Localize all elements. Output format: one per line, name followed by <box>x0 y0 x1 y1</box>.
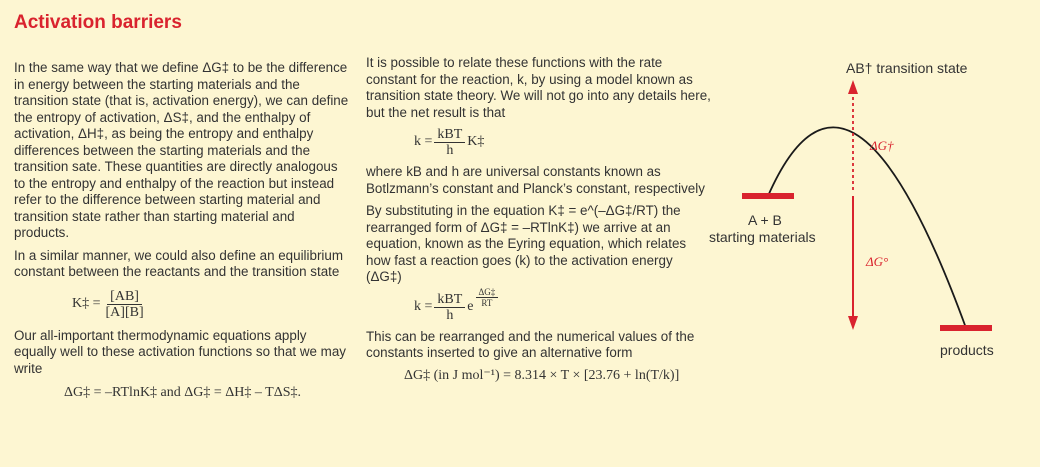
paragraph: In the same way that we define ΔG‡ to be the difference in energy between the starting materials and the transition state (that is, activation energy), we can define the entropy of activation, ΔS‡, and the enthalpy of activation, ΔH‡, as being the entropy and enthalpy differences between the starting materials and the transition sate. These quantities are directly analogous to the entropy and enthalpy of the reaction but instead refer to the difference between starting material and transition state rather than starting material and products. <box>14 60 349 240</box>
fraction-denominator: h <box>446 143 454 158</box>
text-column-2 <box>366 55 711 384</box>
reaction-arrowhead <box>848 316 858 330</box>
fraction-denominator: h <box>446 307 454 323</box>
fraction <box>103 289 147 320</box>
paragraph: Our all-important thermodynamic equations apply equally well to these activation functions so that we may write <box>14 327 346 376</box>
paragraph: By substituting in the equation K‡ = e^(–ΔG‡/RT) the rearranged form of ΔG‡ = –RTlnK‡) we arrive at an equation, known as the Eyring equation, which relates how fast a reaction goes (k) to the activation energy (ΔG‡) <box>366 203 687 284</box>
equation-lhs: K‡ = <box>72 295 101 311</box>
reaction-curve <box>768 127 966 328</box>
reactants-label: A + B <box>748 212 782 228</box>
exponent-fraction <box>476 287 499 308</box>
equation-lhs: k = <box>414 298 433 314</box>
fraction <box>434 127 465 158</box>
equation-rate-constant <box>414 127 711 158</box>
exponent-denominator: RT <box>481 297 493 308</box>
equation-gibbs: ΔG‡ = –RTlnK‡ and ΔG‡ = ΔH‡ – TΔS‡. <box>64 385 301 400</box>
equation-lhs: k = <box>414 134 433 150</box>
exponent-numerator: ΔG‡ <box>476 287 499 298</box>
exponential-e: e <box>467 298 474 314</box>
paragraph: where kB and h are universal constants known as Botlzmann’s constant and Planck’s constant, respectively <box>366 164 705 196</box>
equation-alternative-form: ΔG‡ (in J mol⁻¹) = 8.314 × T × [23.76 + ln(T/k)] <box>404 367 680 383</box>
equation-equilibrium-constant <box>72 289 349 320</box>
text-column-1 <box>14 60 349 402</box>
fraction-numerator: [AB] <box>107 289 142 305</box>
transition-state-label: AB† transition state <box>846 60 968 76</box>
activation-energy-label: ΔG† <box>870 138 894 153</box>
reaction-energy-label: ΔG° <box>866 254 889 269</box>
starting-materials-label: starting materials <box>709 229 816 245</box>
equation-tail: K‡ <box>467 134 485 150</box>
paragraph: In a similar manner, we could also define an equilibrium constant between the reactants and the transition state <box>14 247 343 279</box>
section-title: Activation barriers <box>14 12 182 33</box>
fraction <box>434 292 465 323</box>
fraction-numerator: kBT <box>434 292 465 308</box>
starting-materials-level <box>742 193 794 199</box>
activation-arrowhead <box>848 80 858 94</box>
paragraph: It is possible to relate these functions with the rate constant for the reaction, k, by using a model known as transition state theory. We will not go into any details here, but the net result is that <box>366 55 711 120</box>
fraction-denominator: [A][B] <box>105 304 144 320</box>
energy-diagram <box>700 50 1035 460</box>
fraction-numerator: kBT <box>434 127 465 143</box>
products-label: products <box>940 342 994 358</box>
paragraph: This can be rearranged and the numerical values of the constants inserted to give an alternative form <box>366 328 695 360</box>
products-level <box>940 325 992 331</box>
